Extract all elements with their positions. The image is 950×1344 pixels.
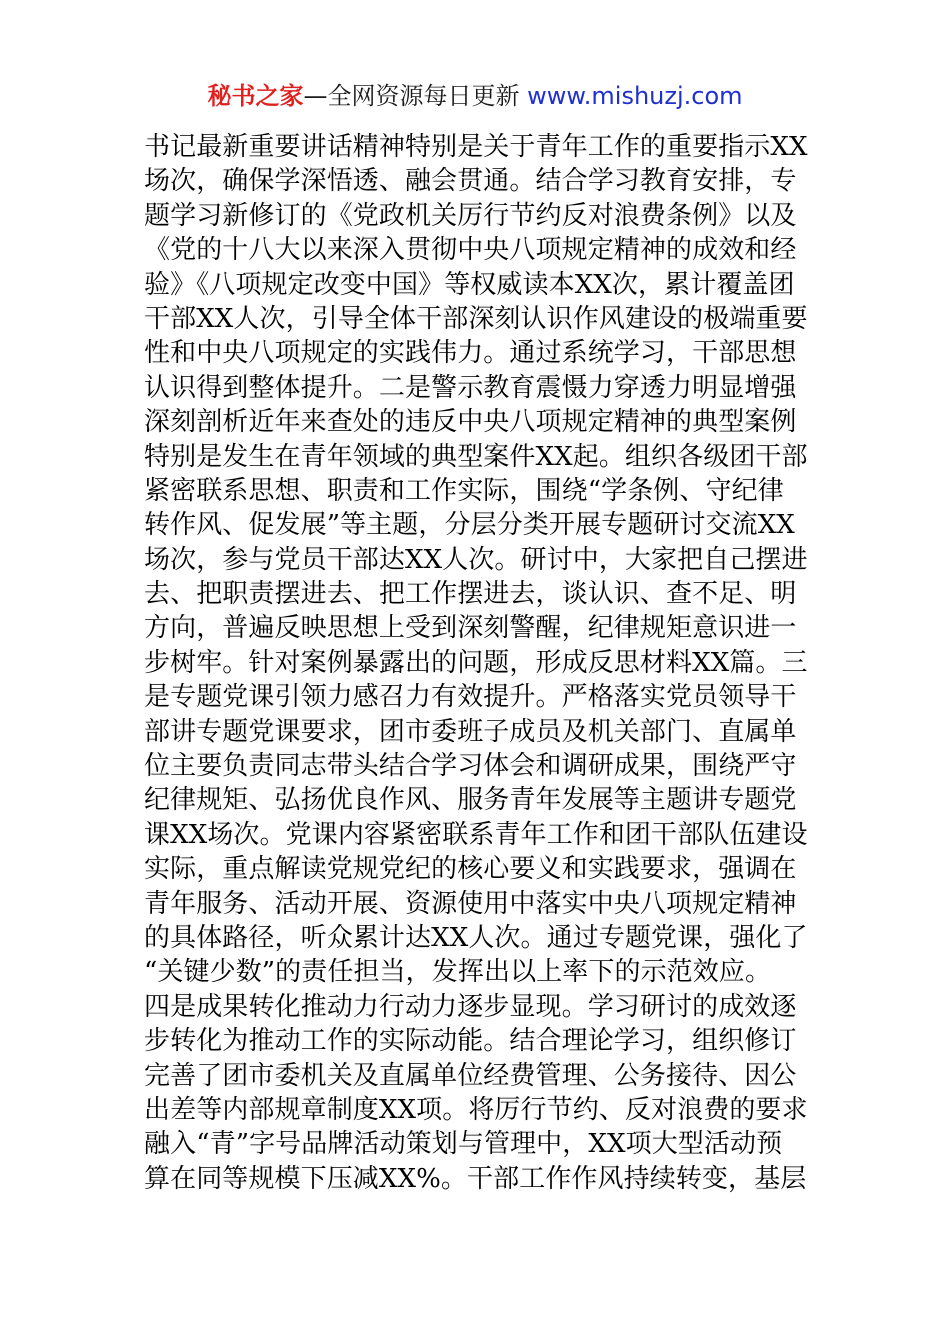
body-line: 位主要负责同志带头结合学习体会和调研成果，围绕严守 — [144, 751, 797, 782]
header-dash: — — [303, 82, 328, 110]
body-line: 是专题党课引领力感召力有效提升。严格落实党员领导干 — [144, 682, 797, 713]
body-line: 部讲专题党课要求，团市委班子成员及机关部门、直属单 — [144, 716, 797, 747]
body-line: 《党的十八大以来深入贯彻中央八项规定精神的成效和经 — [144, 235, 797, 266]
body-line: 深刻剖析近年来查处的违反中央八项规定精神的典型案例 — [144, 407, 797, 438]
body-line: 性和中央八项规定的实践伟力。通过系统学习，干部思想 — [144, 338, 797, 369]
site-url-link[interactable]: www.mishuzj.com — [527, 82, 743, 110]
body-line: “关键少数”的责任担当，发挥出以上率下的示范效应。 — [144, 957, 772, 988]
body-line: 验》《八项规定改变中国》等权威读本XX次，累计覆盖团 — [144, 269, 795, 300]
body-line: 认识得到整体提升。二是警示教育震慑力穿透力明显增强 — [144, 372, 797, 403]
body-paragraph — [144, 130, 812, 1196]
site-slogan: 全网资源每日更新 — [327, 82, 528, 110]
body-line: 的具体路径，听众累计达XX人次。通过专题党课，强化了 — [144, 922, 808, 953]
body-line: 转作风、促发展”等主题，分层分类开展专题研讨交流XX — [144, 510, 795, 541]
body-line: 紧密联系思想、职责和工作实际，围绕“学条例、守纪律 — [144, 475, 784, 506]
body-line: 完善了团市委机关及直属单位经费管理、公务接待、因公 — [144, 1060, 797, 1091]
body-line: 特别是发生在青年领域的典型案件XX起。组织各级团干部 — [144, 441, 808, 472]
body-line: 题学习新修订的《党政机关厉行节约反对浪费条例》以及 — [144, 200, 797, 231]
body-line: 方向，普遍反映思想上受到深刻警醒，纪律规矩意识进一 — [144, 613, 797, 644]
body-line: 算在同等规模下压减XX%。干部工作作风持续转变，基层 — [144, 1163, 807, 1194]
body-line: 青年服务、活动开展、资源使用中落实中央八项规定精神 — [144, 888, 797, 919]
body-line: 四是成果转化推动力行动力逐步显现。学习研讨的成效逐 — [144, 991, 797, 1022]
site-brand: 秘书之家 — [207, 82, 304, 110]
body-line: 实际，重点解读党规党纪的核心要义和实践要求，强调在 — [144, 854, 797, 885]
body-line: 场次，参与党员干部达XX人次。研讨中，大家把自己摆进 — [144, 544, 808, 575]
body-line: 步转化为推动工作的实际动能。结合理论学习，组织修订 — [144, 1026, 797, 1057]
body-line: 融入“青”字号品牌活动策划与管理中，XX项大型活动预 — [144, 1129, 783, 1160]
body-line: 纪律规矩、弘扬优良作风、服务青年发展等主题讲专题党 — [144, 785, 797, 816]
body-line: 步树牢。针对案例暴露出的问题，形成反思材料XX篇。三 — [144, 647, 808, 678]
body-line: 书记最新重要讲话精神特别是关于青年工作的重要指示XX — [144, 132, 808, 162]
body-line: 干部XX人次，引导全体干部深刻认识作风建设的极端重要 — [144, 303, 808, 334]
site-header — [0, 80, 950, 112]
body-line: 场次，确保学深悟透、融会贯通。结合学习教育安排，专 — [144, 166, 797, 197]
body-line: 课XX场次。党课内容紧密联系青年工作和团干部队伍建设 — [144, 819, 808, 850]
body-line: 出差等内部规章制度XX项。将厉行节约、反对浪费的要求 — [144, 1094, 808, 1125]
body-line: 去、把职责摆进去、把工作摆进去，谈认识、查不足、明 — [144, 579, 797, 610]
